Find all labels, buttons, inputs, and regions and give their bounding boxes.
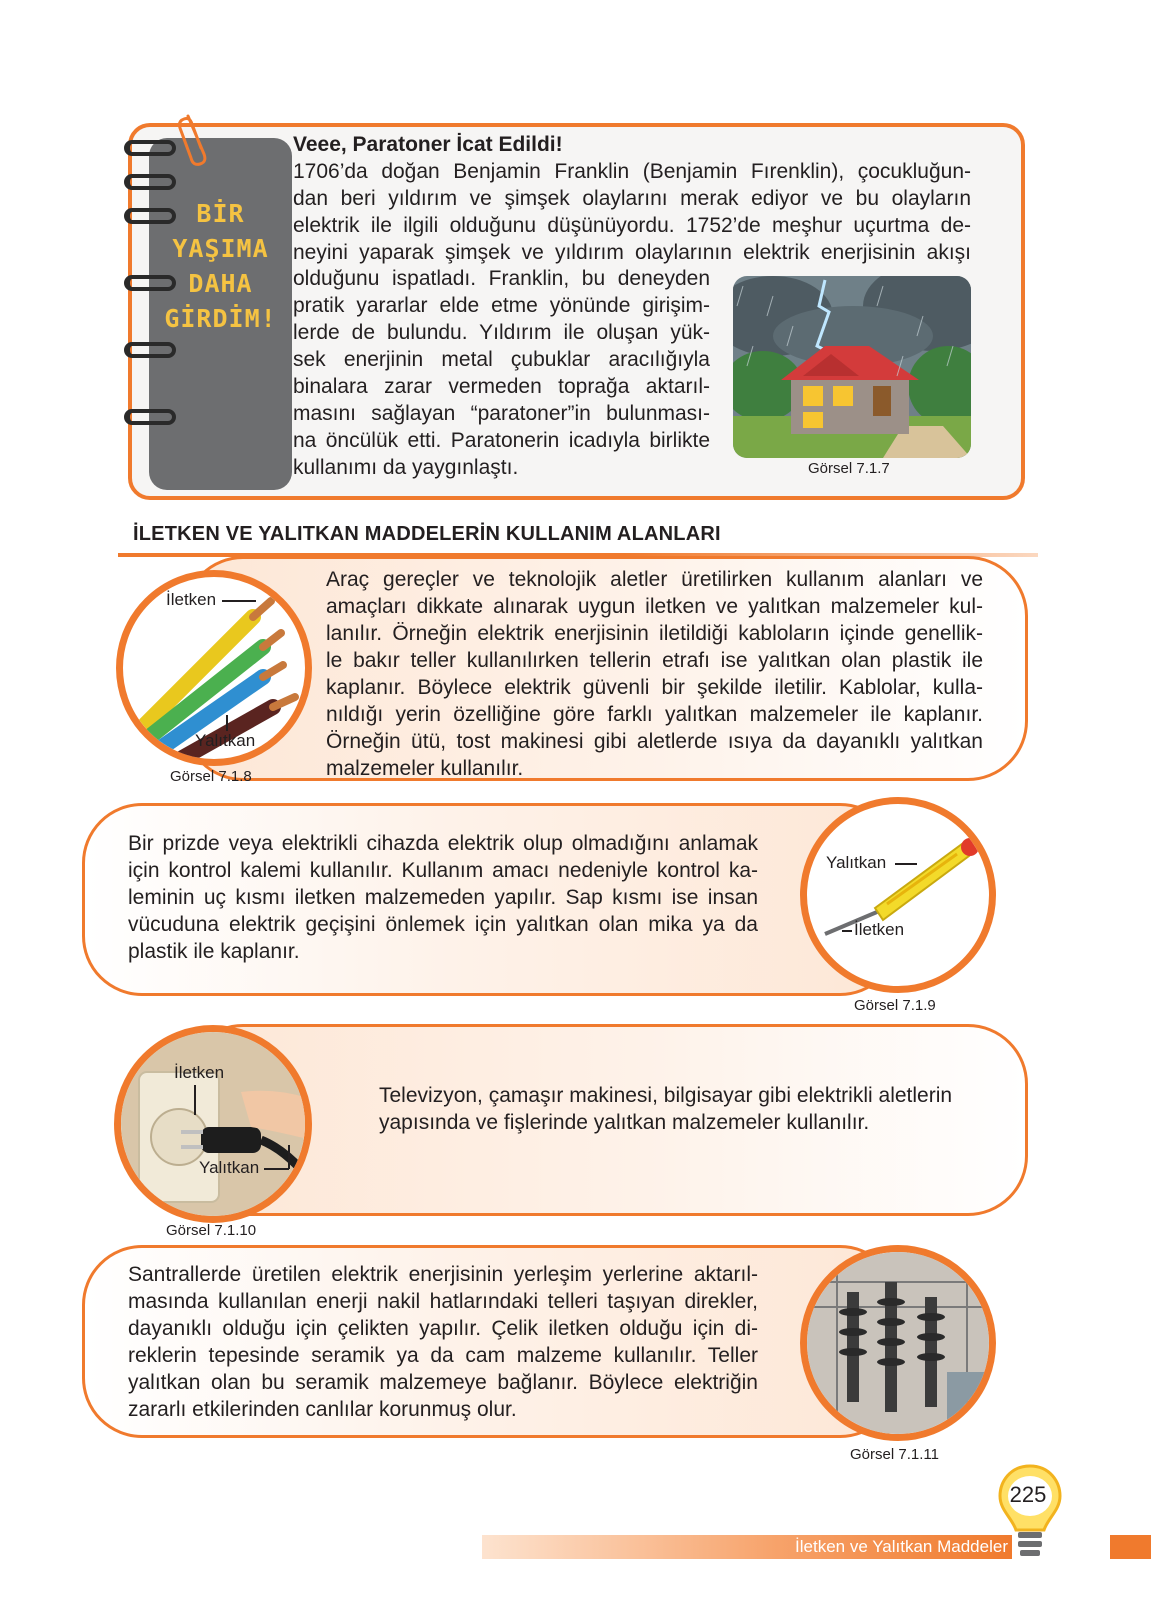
panel-word: GİRDİM! xyxy=(164,304,277,333)
story-text-top xyxy=(293,158,971,266)
binder-ring-icon xyxy=(124,409,176,425)
panel-word: YAŞIMA xyxy=(172,234,269,263)
label-conductor: İletken xyxy=(854,920,905,939)
text-line: le bakır teller kullanılırken tellerin etrafı ise yalıtkan olan plastik ile xyxy=(326,649,983,672)
leader-line xyxy=(264,1168,289,1170)
text-line: reklerin tepesinde seramik ya da cam malzeme kullanılır. Teller xyxy=(128,1344,758,1367)
panel-word: BİR xyxy=(196,199,245,228)
text-line: yalıtkan olan bu seramik malzemeye bağlanır. Böylece elektriğin xyxy=(128,1371,758,1394)
tester-image xyxy=(800,797,996,993)
leader-line xyxy=(194,1085,196,1115)
text-line: Örneğin ütü, tost makinesi gibi aletlerde ısıya da dayanıklı yalıtkan xyxy=(326,730,983,753)
caption: Görsel 7.1.10 xyxy=(166,1222,257,1239)
text-line: Araç gereçler ve teknolojik aletler üretilirken kullanım alanları ve xyxy=(326,568,983,591)
text-line: malzemeler kullanılır. xyxy=(326,757,524,780)
label-insulator: Yalıtkan xyxy=(199,1158,260,1177)
text-line: vücuduna elektrik geçişini önlemek için yalıtkan olan mika ya da xyxy=(128,913,758,936)
story-title: Veee, Paratoner İcat Edildi! xyxy=(293,133,563,156)
leader-line xyxy=(895,863,917,865)
text-line: Televizyon, çamaşır makinesi, bilgisayar gibi elektrikli aletlerin xyxy=(379,1084,953,1107)
text-line: amaçları dikkate alınarak uygun iletken ve yalıtkan malzemeler kul- xyxy=(326,595,983,618)
tester-text xyxy=(128,830,758,965)
caption: Görsel 7.1.7 xyxy=(808,460,890,477)
text-line: lerde de bulundu. Yıldırım ile oluşan yük- xyxy=(293,321,710,344)
leader-line xyxy=(842,930,852,932)
plug-text xyxy=(379,1082,989,1136)
plug-image xyxy=(114,1025,312,1223)
text-line: kaplanır. Böylece elektrik güvenli bir şekilde iletilir. Kablolar, kulla- xyxy=(326,676,983,699)
text-line: leminin uç kısmı iletken malzemeden yapılır. Sap kısmı ise insan xyxy=(128,886,758,909)
text-line: yapısında ve fişlerinde yalıtkan malzemeler kullanılır. xyxy=(379,1111,870,1134)
label-insulator: Yalıtkan xyxy=(826,853,887,872)
text-line: olduğunu ispatladı. Franklin, bu deneyden xyxy=(293,267,710,290)
label-conductor: İletken xyxy=(166,590,217,609)
voltage-tester-icon xyxy=(807,804,996,993)
text-line: kullanımı da yaygınlaştı. xyxy=(293,456,519,479)
text-line: na öncülük etti. Paratonerin icadıyla birlikte xyxy=(293,429,710,452)
text-line: sek enerjinin metal çubuklar aracılığıyla xyxy=(293,348,710,371)
substation-insulator-icon xyxy=(807,1252,996,1441)
text-line: masında kullanılan enerji nakil hatlarındaki telleri taşıyan direkler, xyxy=(128,1290,758,1313)
leader-line xyxy=(226,715,228,731)
binder-ring-icon xyxy=(124,174,176,190)
label-insulator: Yalıtkan xyxy=(195,731,256,750)
panel-word: DAHA xyxy=(188,269,253,298)
section-title: İLETKEN VE YALITKAN MADDELERİN KULLANIM ALANLARI xyxy=(133,523,721,545)
footer-chapter: İletken ve Yalıtkan Maddeler xyxy=(795,1537,1008,1556)
paperclip-icon xyxy=(176,112,216,167)
caption: Görsel 7.1.11 xyxy=(850,1446,939,1463)
house-lightning-illustration xyxy=(733,276,971,458)
caption: Görsel 7.1.8 xyxy=(170,768,252,785)
story-text-narrow xyxy=(293,265,710,481)
cables-text xyxy=(326,566,983,782)
text-line: dan beri yıldırım ve şimşek olaylarını merak ediyor ve bu olayların xyxy=(293,187,971,210)
text-line: zararlı etkilerinden canlılar korunmuş olur. xyxy=(128,1398,517,1421)
text-line: pratik yararlar elde etme yönünde girişim- xyxy=(293,294,710,317)
binder-ring-icon xyxy=(124,342,176,358)
text-line: Bir prizde veya elektrikli cihazda elektrik olup olmadığını anlamak xyxy=(128,832,758,855)
text-line: için kontrol kalemi kullanılır. Kullanım amacı nedeniyle kontrol ka- xyxy=(128,859,758,882)
text-line: plastik ile kaplanır. xyxy=(128,940,300,963)
text-line: elektrik ile ilgili olduğunu düşünüyordu. 1752’de meşhur uçurtma de- xyxy=(293,214,971,237)
powerline-text xyxy=(128,1261,758,1423)
text-line: masını sağlayan “paratoner”in bulunması- xyxy=(293,402,710,425)
text-line: lanılır. Örneğin elektrik enerjisinin iletildiği kabloların içinde genellik- xyxy=(326,622,983,645)
text-line: dayanıklı olduğu için çelikten yapılır. Çelik iletken olduğu için di- xyxy=(128,1317,758,1340)
text-line: Santrallerde üretilen elektrik enerjisinin yerleşim yerlerine aktarıl- xyxy=(128,1263,758,1286)
footer-tab xyxy=(1110,1535,1151,1559)
text-line: nıldığı yerin özelliğine göre farklı yalıtkan malzemeler ile kaplanır. xyxy=(326,703,983,726)
substation-image xyxy=(800,1245,996,1441)
page-number: 225 xyxy=(1009,1482,1047,1507)
lightbulb-icon xyxy=(996,1462,1064,1562)
text-line: neyini yaparak şimşek ve yıldırım olaylarının elektrik enerjisinin akışı xyxy=(293,241,971,264)
label-conductor: İletken xyxy=(174,1063,225,1082)
text-line: binalara zarar vermeden toprağa aktarıl- xyxy=(293,375,710,398)
binder-ring-icon xyxy=(124,140,176,156)
leader-line xyxy=(222,600,256,602)
text-line: 1706’da doğan Benjamin Franklin (Benjamin Fırenklin), çocukluğun- xyxy=(293,160,971,183)
leader-line xyxy=(288,1145,290,1169)
caption: Görsel 7.1.9 xyxy=(854,997,936,1014)
